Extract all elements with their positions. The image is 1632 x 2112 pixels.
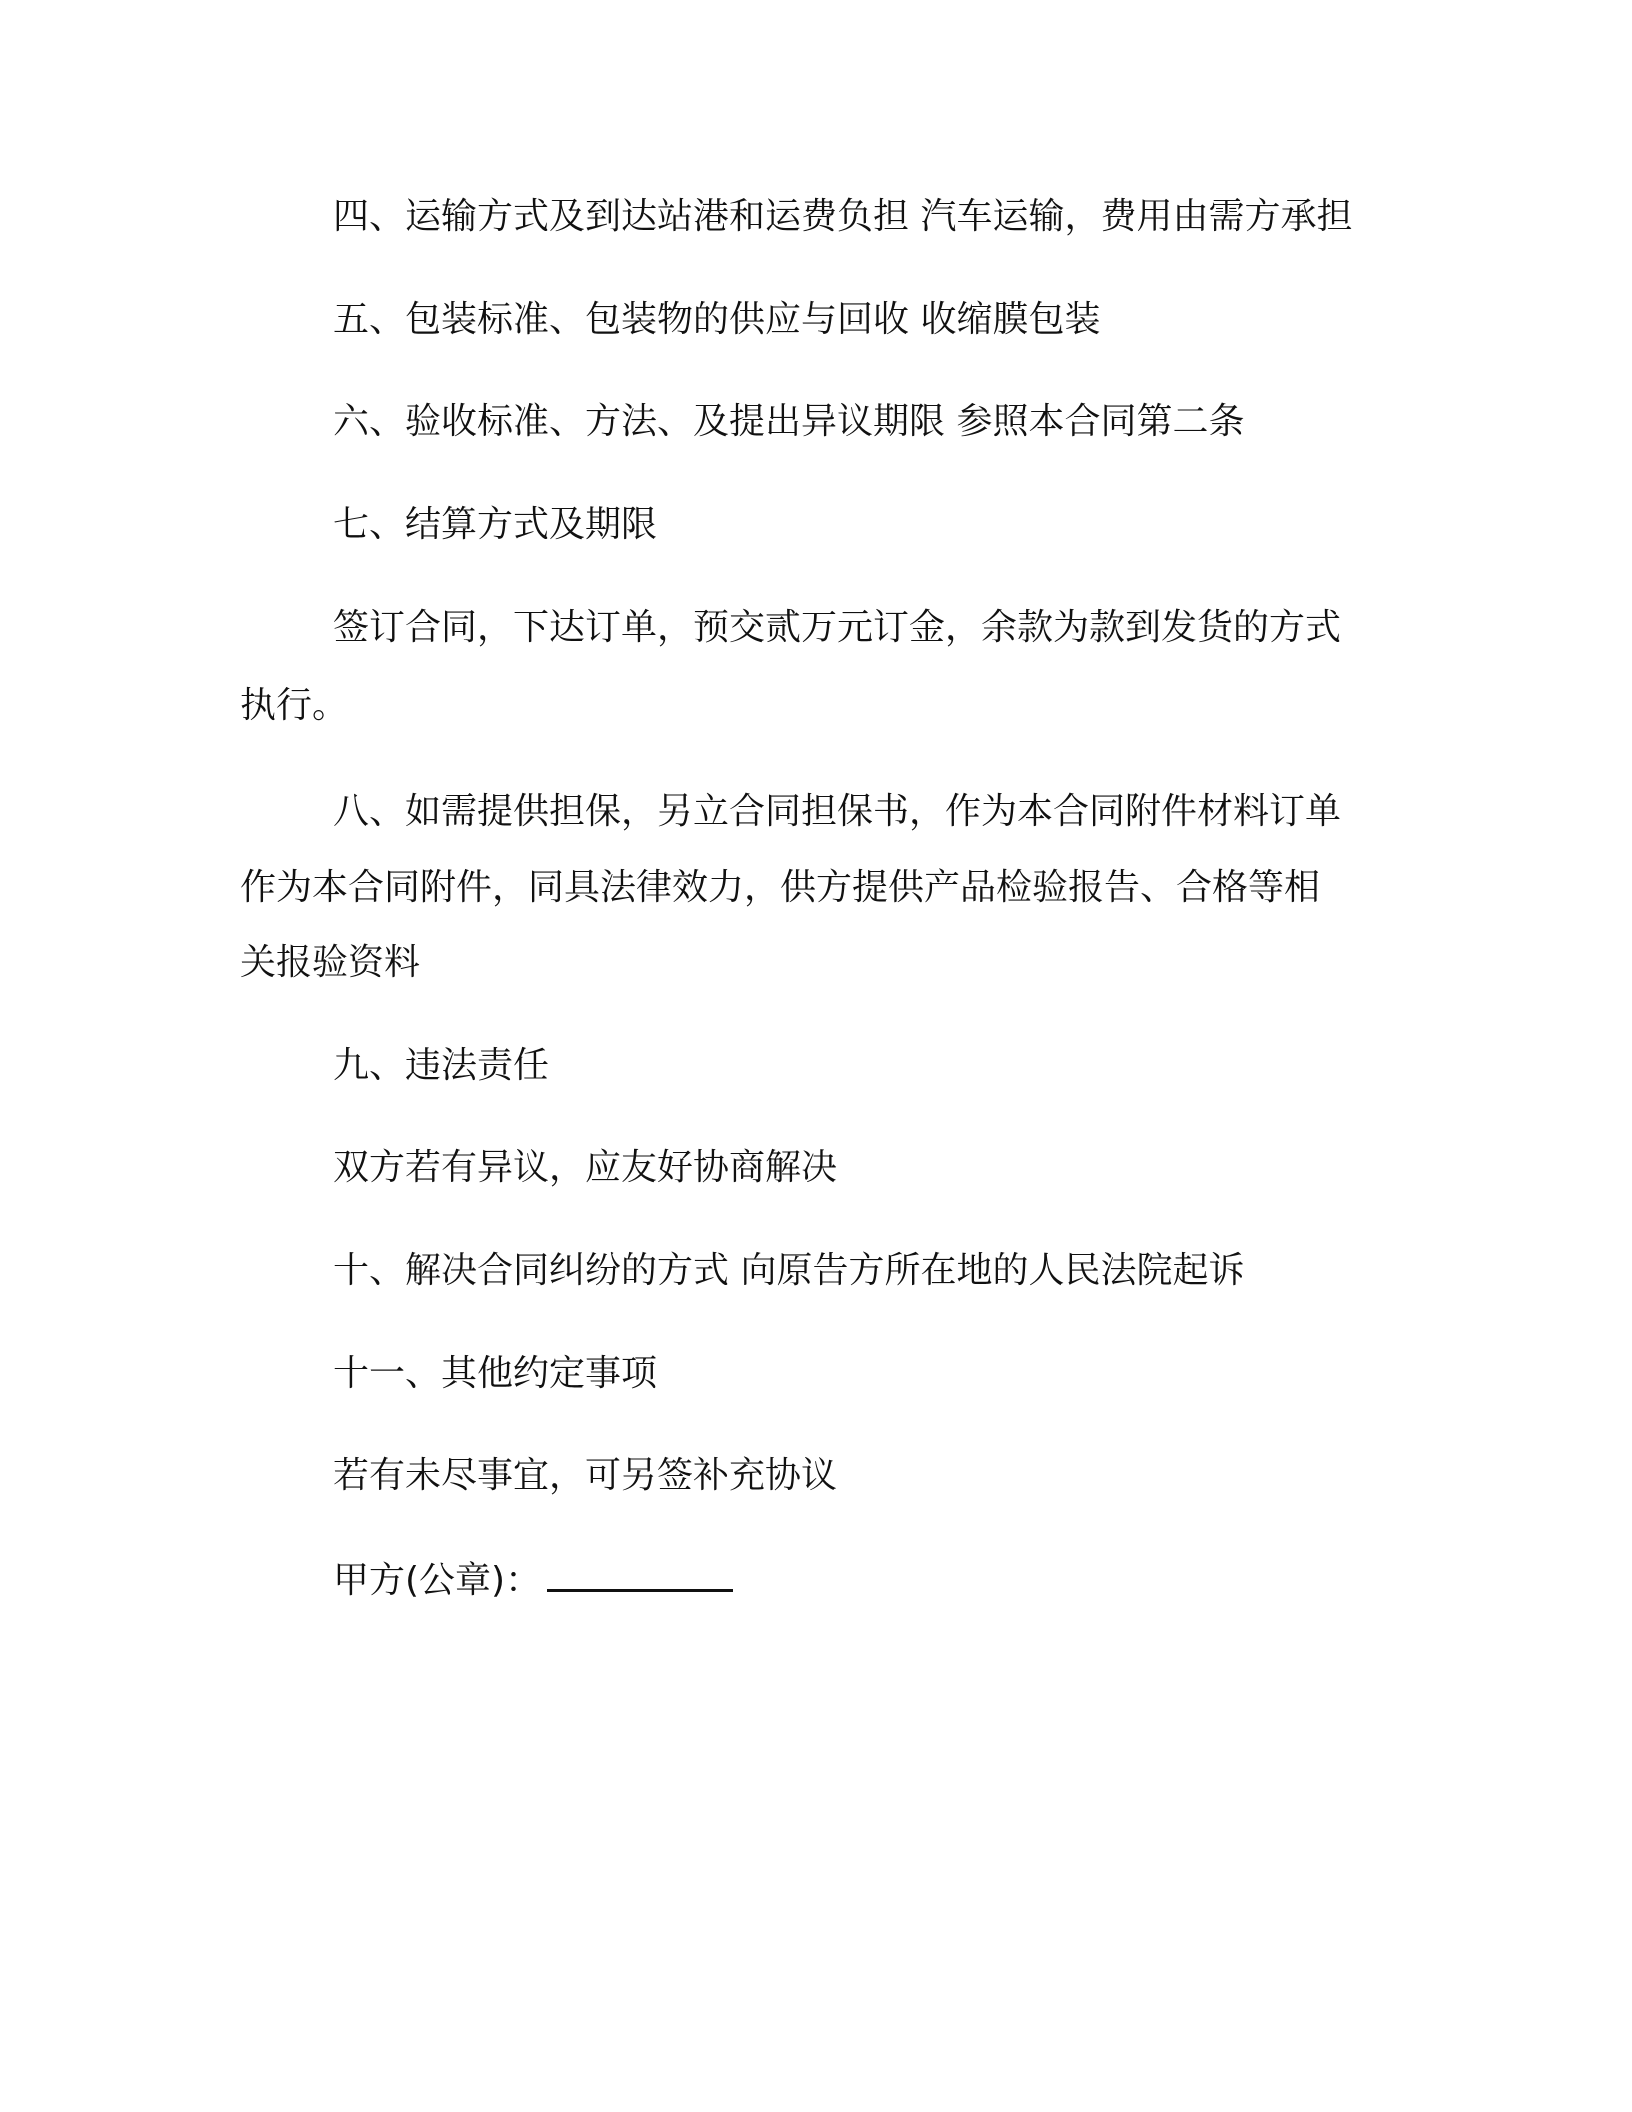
clause-11-title: 十一、其他约定事项 — [333, 1353, 658, 1394]
clause-7-body-line-1: 签订合同，下达订单，预交贰万元订金，余款为款到发货的方式 — [333, 607, 1342, 648]
party-a-signature-line — [333, 1559, 733, 1601]
party-a-label: 甲方(公章)： — [333, 1560, 542, 1601]
clause-8-line-3: 关报验资料 — [240, 942, 421, 983]
clause-10: 十、解决合同纠纷的方式 向原告方所在地的人民法院起诉 — [333, 1250, 1245, 1291]
party-a-seal-blank — [547, 1559, 733, 1592]
clause-6: 六、验收标准、方法、及提出异议期限 参照本合同第二条 — [333, 401, 1245, 442]
clause-9-body: 双方若有异议，应友好协商解决 — [333, 1147, 838, 1188]
clause-5: 五、包装标准、包装物的供应与回收 收缩膜包装 — [333, 299, 1101, 340]
clause-4: 四、运输方式及到达站港和运费负担 汽车运输，费用由需方承担 — [333, 196, 1353, 237]
clause-7-title: 七、结算方式及期限 — [333, 504, 658, 545]
clause-9-title: 九、违法责任 — [333, 1045, 550, 1086]
clause-8-line-2: 作为本合同附件，同具法律效力，供方提供产品检验报告、合格等相 — [240, 867, 1321, 908]
clause-8-line-1: 八、如需提供担保，另立合同担保书，作为本合同附件材料订单 — [333, 791, 1342, 832]
clause-11-body: 若有未尽事宜，可另签补充协议 — [333, 1455, 838, 1496]
clause-7-body-line-2: 执行。 — [240, 685, 349, 726]
